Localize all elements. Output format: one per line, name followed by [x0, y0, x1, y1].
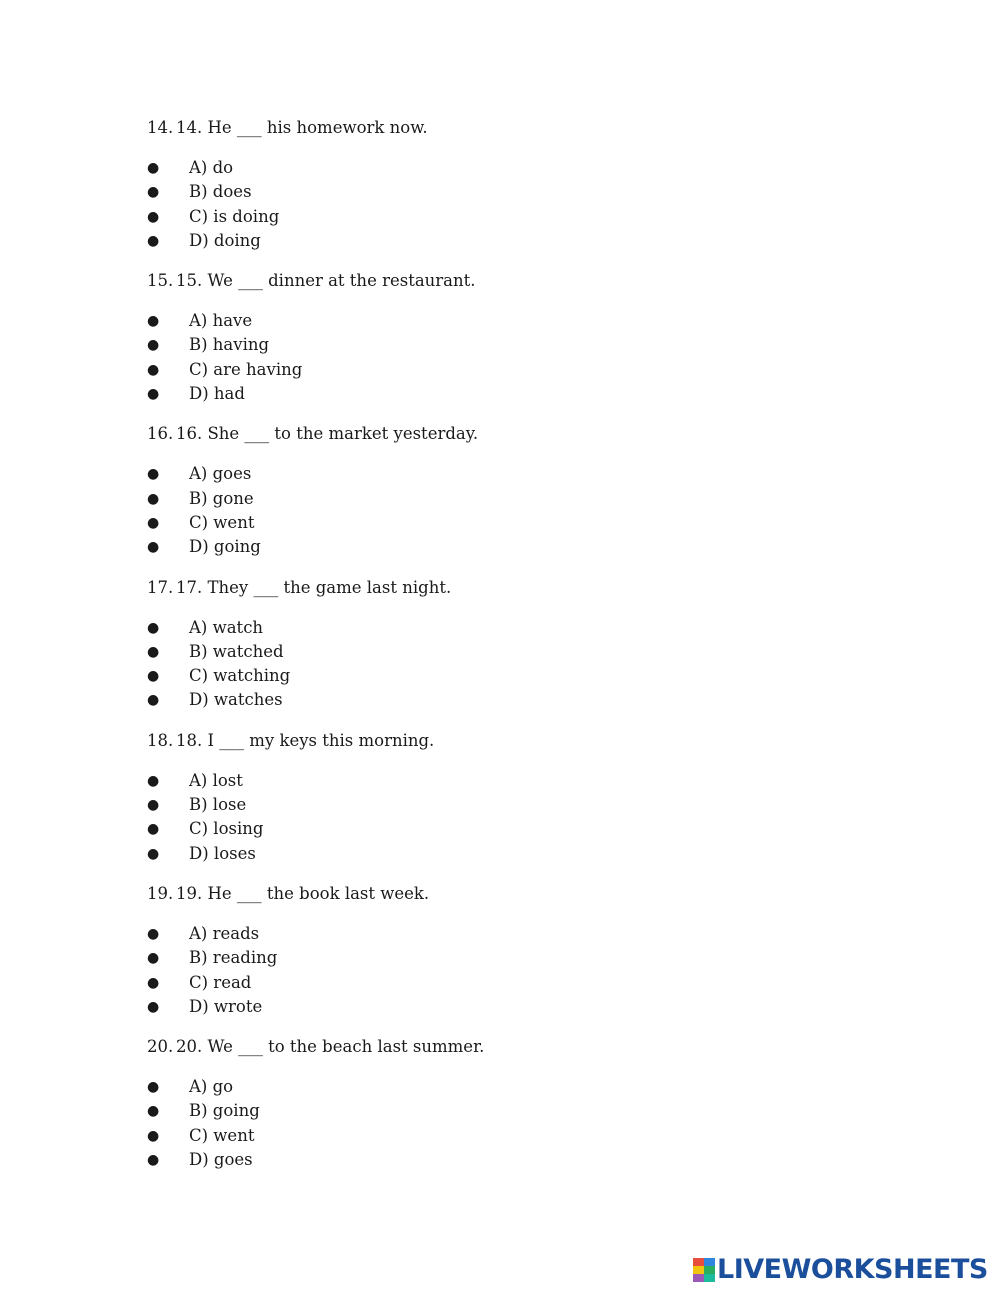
- option-list: [147, 922, 907, 1019]
- question-block: [147, 269, 907, 406]
- option-label: B) having: [189, 335, 270, 355]
- question-text: 19. He ___ the book last week.: [176, 883, 430, 903]
- bullet-icon: ●: [147, 466, 160, 483]
- question-block: [147, 729, 907, 866]
- logo-tile: [693, 1258, 704, 1266]
- logo-tile: [693, 1274, 704, 1282]
- logo-text: LIVEWORKSHEETS: [717, 1254, 988, 1285]
- question-number: 18.: [147, 730, 174, 750]
- bullet-icon: ●: [147, 950, 160, 967]
- answer-option[interactable]: [147, 793, 907, 817]
- liveworksheets-logo-icon: [693, 1258, 715, 1282]
- option-list: [147, 462, 907, 559]
- question-text: 14. He ___ his homework now.: [176, 118, 428, 137]
- answer-option[interactable]: [147, 842, 907, 866]
- bullet-icon: ●: [147, 160, 160, 176]
- option-label: B) watched: [189, 641, 284, 661]
- option-label: D) going: [189, 537, 261, 557]
- option-list: [147, 616, 907, 713]
- option-label: D) wrote: [189, 996, 263, 1016]
- option-label: B) reading: [189, 948, 278, 968]
- bullet-icon: ●: [147, 1127, 160, 1144]
- option-label: A) have: [189, 311, 253, 331]
- question-text: 15. We ___ dinner at the restaurant.: [176, 271, 476, 291]
- answer-option[interactable]: [147, 616, 907, 640]
- answer-option[interactable]: [147, 487, 907, 511]
- logo-tile: [704, 1258, 715, 1266]
- question-prompt: [147, 269, 907, 293]
- answer-option[interactable]: [147, 535, 907, 559]
- question-text: 16. She ___ to the market yesterday.: [176, 424, 479, 444]
- bullet-icon: ●: [147, 1103, 160, 1120]
- option-list: [147, 156, 907, 253]
- option-label: A) go: [189, 1077, 234, 1097]
- answer-option[interactable]: [147, 462, 907, 486]
- answer-option[interactable]: [147, 382, 907, 406]
- option-label: B) does: [189, 182, 252, 202]
- option-label: A) watch: [189, 617, 264, 637]
- answer-option[interactable]: [147, 1099, 907, 1123]
- answer-option[interactable]: [147, 640, 907, 664]
- logo-tile: [704, 1274, 715, 1282]
- question-block: [147, 882, 907, 1019]
- bullet-icon: ●: [147, 490, 160, 507]
- bullet-icon: ●: [147, 643, 160, 660]
- question-prompt: [147, 882, 907, 906]
- question-number: 17.: [147, 577, 174, 597]
- option-label: C) are having: [189, 359, 303, 379]
- question-number: 16.: [147, 424, 174, 444]
- option-list: [147, 769, 907, 866]
- bullet-icon: ●: [147, 668, 160, 685]
- option-list: [147, 1075, 907, 1172]
- answer-option[interactable]: [147, 156, 907, 180]
- answer-option[interactable]: [147, 205, 907, 229]
- bullet-icon: ●: [147, 232, 160, 249]
- question-number: 15.: [147, 271, 174, 291]
- bullet-icon: ●: [147, 821, 160, 838]
- option-label: A) goes: [189, 464, 252, 484]
- bullet-icon: ●: [147, 974, 160, 991]
- liveworksheets-logo: [693, 1255, 988, 1285]
- option-label: C) read: [189, 972, 252, 992]
- bullet-icon: ●: [147, 208, 160, 225]
- answer-option[interactable]: [147, 971, 907, 995]
- answer-option[interactable]: [147, 1148, 907, 1172]
- bullet-icon: ●: [147, 514, 160, 531]
- option-label: C) went: [189, 1125, 255, 1145]
- bullet-icon: ●: [147, 313, 160, 330]
- option-label: C) went: [189, 512, 255, 532]
- option-list: [147, 309, 907, 406]
- option-label: C) watching: [189, 666, 291, 686]
- answer-option[interactable]: [147, 1075, 907, 1099]
- question-prompt: [147, 729, 907, 753]
- logo-tile: [704, 1266, 715, 1274]
- question-prompt: [147, 576, 907, 600]
- answer-option[interactable]: [147, 946, 907, 970]
- option-label: A) reads: [189, 923, 260, 943]
- bullet-icon: ●: [147, 692, 160, 709]
- answer-option[interactable]: [147, 333, 907, 357]
- question-block: [147, 1035, 907, 1172]
- bullet-icon: ●: [147, 361, 160, 378]
- answer-option[interactable]: [147, 1124, 907, 1148]
- answer-option[interactable]: [147, 922, 907, 946]
- question-prompt: [147, 422, 907, 446]
- question-number: 14.: [147, 118, 174, 137]
- answer-option[interactable]: [147, 180, 907, 204]
- option-label: B) lose: [189, 795, 247, 815]
- option-label: B) going: [189, 1101, 260, 1121]
- answer-option[interactable]: [147, 511, 907, 535]
- answer-option[interactable]: [147, 995, 907, 1019]
- option-label: D) had: [189, 384, 245, 404]
- option-label: D) doing: [189, 230, 261, 250]
- option-label: D) watches: [189, 690, 283, 710]
- answer-option[interactable]: [147, 688, 907, 712]
- option-label: A) lost: [189, 770, 243, 790]
- option-label: C) losing: [189, 819, 264, 839]
- answer-option[interactable]: [147, 358, 907, 382]
- bullet-icon: ●: [147, 797, 160, 814]
- bullet-icon: ●: [147, 998, 160, 1015]
- option-label: B) gone: [189, 488, 254, 508]
- question-number: 20.: [147, 1037, 174, 1057]
- bullet-icon: ●: [147, 1079, 160, 1096]
- bullet-icon: ●: [147, 337, 160, 354]
- answer-option[interactable]: [147, 817, 907, 841]
- option-label: D) loses: [189, 843, 256, 863]
- bullet-icon: ●: [147, 184, 160, 201]
- question-prompt: [147, 116, 907, 140]
- option-label: D) goes: [189, 1150, 253, 1170]
- bullet-icon: ●: [147, 386, 160, 403]
- question-text: 18. I ___ my keys this morning.: [176, 730, 435, 750]
- answer-option[interactable]: [147, 309, 907, 333]
- question-prompt: [147, 1035, 907, 1059]
- bullet-icon: ●: [147, 539, 160, 556]
- bullet-icon: ●: [147, 925, 160, 942]
- answer-option[interactable]: [147, 229, 907, 253]
- option-label: A) do: [189, 158, 234, 177]
- question-text: 17. They ___ the game last night.: [176, 577, 452, 597]
- question-text: 20. We ___ to the beach last summer.: [176, 1037, 485, 1057]
- answer-option[interactable]: [147, 664, 907, 688]
- bullet-icon: ●: [147, 772, 160, 789]
- question-block: [147, 576, 907, 713]
- question-list: [147, 116, 907, 1188]
- bullet-icon: ●: [147, 1152, 160, 1169]
- logo-tile: [693, 1266, 704, 1274]
- answer-option[interactable]: [147, 769, 907, 793]
- option-label: C) is doing: [189, 206, 280, 226]
- bullet-icon: ●: [147, 619, 160, 636]
- question-block: [147, 422, 907, 559]
- question-number: 19.: [147, 883, 174, 903]
- question-block: [147, 116, 907, 253]
- bullet-icon: ●: [147, 845, 160, 862]
